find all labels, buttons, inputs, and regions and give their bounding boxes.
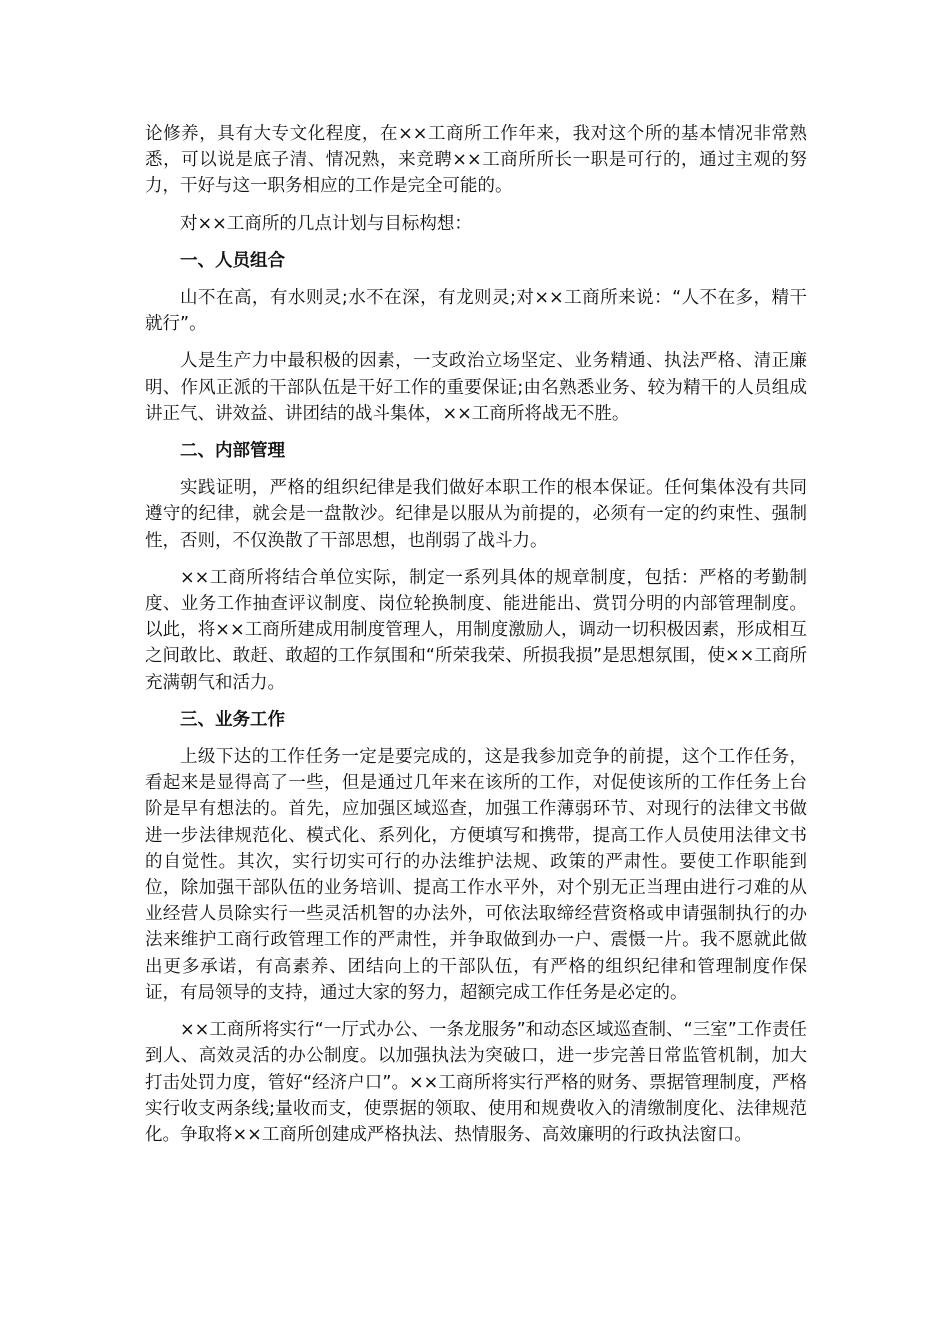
section-heading-internal-management: 二、内部管理 xyxy=(180,441,285,462)
paragraph-management-2: ××工商所将结合单位实际，制定一系列具体的规章制度，包括：严格的考勤制度、业务工作抽查评议制度、岗位轮换制度、能进能出、赏罚分明的内部管理制度。以此，将××工商所建成用制度管理人，用制度激励人，调动一切积极因素，形成相互之间敢比、敢赶、敢超的工作氛围和“所荣我荣、所损我损”是思想氛围，使××工商所充满朝气和活力。 xyxy=(145,567,807,693)
paragraph-business-1: 上级下达的工作任务一定是要完成的，这是我参加竞争的前提，这个工作任务，看起来是显得高了一些，但是通过几年来在该所的工作，对促使该所的工作任务上台阶是早有想法的。首先，应加强区域巡查，加强工作薄弱环节、对现行的法律文书做进一步法律规范化、模式化、系列化，方便填写和携带，提高工作人员使用法律文书的自觉性。其次，实行切实可行的办法维护法规、政策的严肃性。要使工作职能到位，除加强干部队伍的业务培训、提高工作水平外，对个别无正当理由进行刁难的从业经营人员除实行一些灵活机智的办法外，可依法取缔经营资格或申请强制执行的办法来维护工商行政管理工作的严肃性，并争取做到办一户、震慑一片。我不愿就此做出更多承诺，有高素养、团结向上的干部队伍，有严格的组织纪律和管理制度作保证，有局领导的支持，通过大家的努力，超额完成工作任务是必定的。 xyxy=(145,747,807,1003)
paragraph-plan-intro: 对××工商所的几点计划与目标构想： xyxy=(180,213,472,234)
paragraph-personnel-1: 山不在高，有水则灵;水不在深，有龙则灵;对××工商所来说：“人不在多，精干就行”。 xyxy=(145,288,807,335)
paragraph-management-1: 实践证明，严格的组织纪律是我们做好本职工作的根本保证。任何集体没有共同遵守的纪律，就会是一盘散沙。纪律是以服从为前提的，必须有一定的约束性、强制性，否则，不仅涣散了干部思想，也削弱了战斗力。 xyxy=(145,478,807,551)
paragraph-intro-continued: 论修养，具有大专文化程度，在××工商所工作年来，我对这个所的基本情况非常熟悉，可以说是底子清、情况熟，来竞聘××工商所所长一职是可行的，通过主观的努力，干好与这一职务相应的工作是完全可能的。 xyxy=(145,124,807,197)
section-heading-business-work: 三、业务工作 xyxy=(180,709,285,730)
document-page xyxy=(145,121,807,1159)
section-heading-personnel: 一、人员组合 xyxy=(180,250,285,271)
paragraph-personnel-2: 人是生产力中最积极的因素，一支政治立场坚定、业务精通、执法严格、清正廉明、作风正派的干部队伍是干好工作的重要保证;由名熟悉业务、较为精干的人员组成讲正气、讲效益、讲团结的战斗集体，××工商所将战无不胜。 xyxy=(145,351,807,424)
paragraph-business-2: ××工商所将实行“一厅式办公、一条龙服务”和动态区域巡查制、“三室”工作责任到人、高效灵活的办公制度。以加强执法为突破口，进一步完善日常监管机制，加大打击处罚力度，管好“经济户口”。××工商所将实行严格的财务、票据管理制度，严格实行收支两条线;量收而支，使票据的领取、使用和规费收入的清缴制度化、法律规范化。争取将××工商所创建成严格执法、热情服务、高效廉明的行政执法窗口。 xyxy=(145,1020,807,1145)
